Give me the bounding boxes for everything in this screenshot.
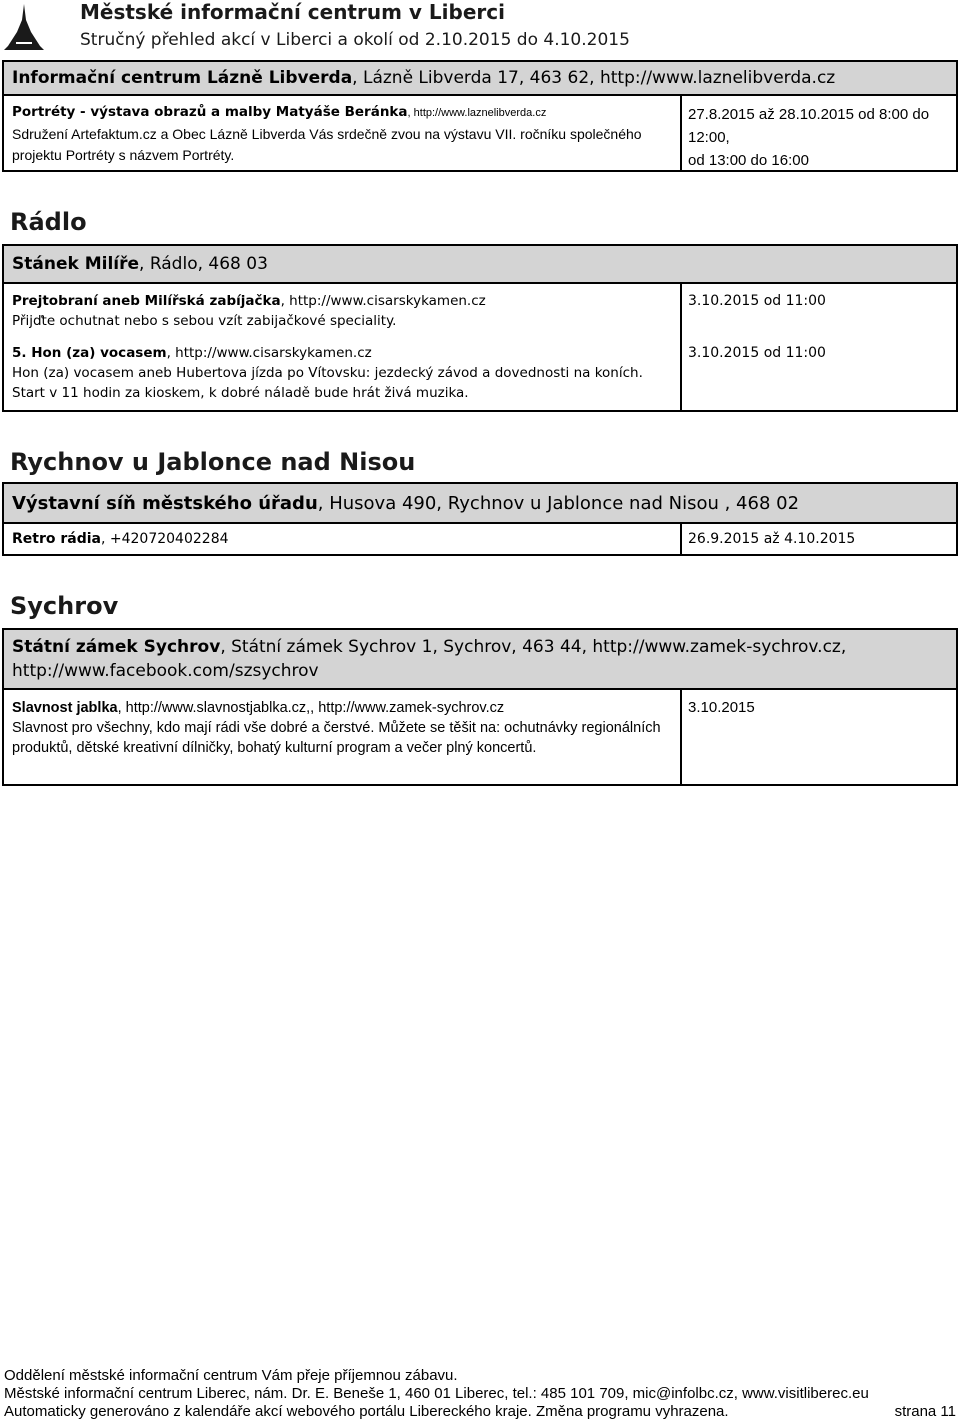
venue-name: Stánek Milíře — [12, 254, 140, 274]
page-header — [0, 0, 960, 56]
footer-greeting: Oddělení městské informační centrum Vám přeje příjemnou zábavu. — [4, 1367, 458, 1384]
event-title: Prejtobraní aneb Milířská zabíjačka — [12, 293, 281, 309]
event-links: , +420720402284 — [100, 531, 229, 547]
event-row — [4, 690, 956, 784]
event-table — [2, 690, 958, 786]
event-date: 3.10.2015 — [688, 699, 755, 716]
event-info — [4, 96, 682, 170]
event-info — [4, 338, 682, 410]
venue-address: , Státní zámek Sychrov 1, Sychrov, 463 44, http://www.zamek-sychrov.cz, http://www.facebook.com/szsychrov — [12, 637, 847, 681]
event-date: 3.10.2015 od 11:00 — [688, 293, 826, 309]
page-number: strana 11 — [894, 1403, 956, 1420]
event-table — [2, 524, 958, 556]
venue-address: , Rádlo, 468 03 — [139, 254, 268, 274]
event-description: Slavnost pro všechny, kdo mají rádi vše dobré a čerstvé. Můžete se těšit na: ochutnávky regionálních produktů, dětské kreativní dílničky, bohatý kulturní program a večer plný koncertů. — [12, 720, 661, 756]
event-title: 5. Hon (za) vocasem — [12, 345, 167, 361]
venue-header — [2, 482, 958, 524]
event-date-line: od 13:00 do 16:00 — [688, 152, 809, 169]
event-table — [2, 96, 958, 172]
venue-address: , Husova 490, Rychnov u Jablonce nad Nisou , 468 02 — [317, 492, 800, 514]
event-description: Sdružení Artefaktum.cz a Obec Lázně Libverda Vás srdečně zvou na výstavu VII. ročníku společného projektu Portréty s názvem Portréty. — [12, 126, 642, 163]
event-title: Portréty - výstava obrazů a malby Matyáše Beránka — [12, 104, 408, 120]
event-links: , http://www.cisarskykamen.cz — [280, 293, 486, 309]
venue-name: Výstavní síň městského úřadu — [12, 492, 318, 514]
event-date — [682, 96, 956, 170]
event-row — [4, 338, 956, 410]
event-date-line: 27.8.2015 až 28.10.2015 od 8:00 do 12:00, — [688, 106, 930, 146]
event-description: Hon (za) vocasem aneb Hubertova jízda po Vítovsku: jezdecký závod a dovednosti na koních. Start v 11 hodin za kioskem, k dobré náladě bude hrát živá muzika. — [12, 365, 643, 401]
event-info — [4, 284, 682, 338]
event-links: , http://www.laznelibverda.cz — [407, 107, 547, 119]
event-table — [2, 284, 958, 412]
liberec-logo-icon — [4, 2, 44, 52]
event-row — [4, 96, 956, 170]
place-heading: Rychnov u Jablonce nad Nisou — [10, 448, 416, 476]
venue-header — [2, 60, 958, 96]
event-date: 3.10.2015 od 11:00 — [688, 345, 826, 361]
event-date: 26.9.2015 až 4.10.2015 — [688, 531, 856, 547]
document-subtitle: Stručný přehled akcí v Liberci a okolí od 2.10.2015 do 4.10.2015 — [80, 30, 630, 50]
event-row — [4, 524, 956, 554]
footer-note: Automaticky generováno z kalendáře akcí webového portálu Libereckého kraje. Změna programu vyhrazena. — [4, 1403, 729, 1420]
event-info — [4, 690, 682, 784]
place-heading: Rádlo — [10, 208, 87, 236]
event-description: Přijďte ochutnat nebo s sebou vzít zabijačkové speciality. — [12, 313, 397, 329]
event-links: , http://www.slavnostjablka.cz,, http://www.zamek-sychrov.cz — [117, 700, 505, 716]
venue-address: , Lázně Libverda 17, 463 62, http://www.laznelibverda.cz — [352, 68, 836, 88]
document-title: Městské informační centrum v Liberci — [80, 0, 505, 24]
venue-header — [2, 628, 958, 690]
event-title: Retro rádia — [12, 531, 101, 547]
event-title: Slavnost jablka — [12, 700, 118, 716]
event-row — [4, 284, 956, 338]
venue-name: Informační centrum Lázně Libverda — [12, 68, 353, 88]
event-links: , http://www.cisarskykamen.cz — [166, 345, 372, 361]
footer-contact: Městské informační centrum Liberec, nám. Dr. E. Beneše 1, 460 01 Liberec, tel.: 485 101 709, mic@infolbc.cz, www.visitliberec.eu — [4, 1385, 869, 1402]
venue-name: Státní zámek Sychrov — [12, 637, 221, 657]
place-heading: Sychrov — [10, 592, 119, 620]
event-info — [4, 524, 682, 554]
venue-header — [2, 244, 958, 284]
